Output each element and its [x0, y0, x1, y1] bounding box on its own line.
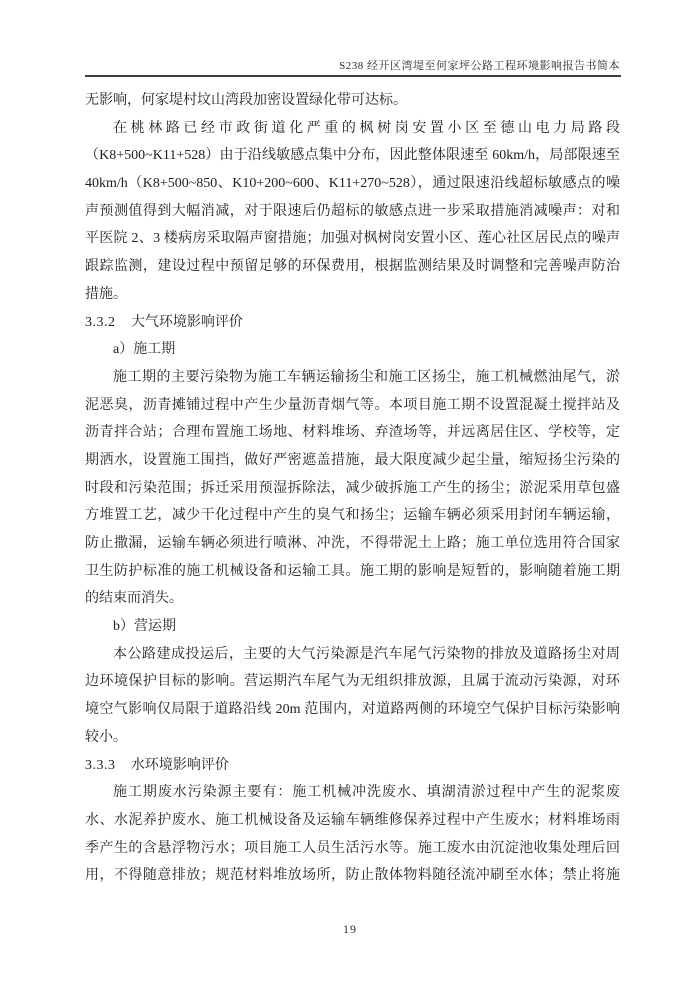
- text-line: 境空气影响仅局限于道路沿线 20m 范围内，对道路两侧的环境空气保护目标污染影响: [85, 702, 620, 718]
- text-line: a）施工期: [113, 342, 176, 358]
- page-header-title: S238 经开区湾堤至何家坪公路工程环境影响报告书简本: [339, 60, 620, 72]
- text-line: 时段和污染范围；拆迁采用预湿拆除法，减少破拆施工产生的扬尘；淤泥采用草包盛: [85, 480, 620, 496]
- text-line: 边环境保护目标的影响。营运期汽车尾气为无组织排放源，且属于流动污染源，对环: [85, 674, 620, 690]
- text-line: 泥恶臭，沥青摊铺过程中产生少量沥青烟气等。本项目施工期不设置混凝土搅拌站及: [85, 397, 620, 413]
- text-line: 的结束而消失。: [85, 591, 183, 607]
- text-line: 水、水泥养护废水、施工机械设备及运输车辆维修保养过程中产生废水；材料堆场雨: [85, 812, 620, 828]
- text-line: 施工期废水污染源主要有：施工机械冲洗废水、填湖清淤过程中产生的泥浆废: [113, 785, 620, 801]
- section-heading: [85, 752, 620, 780]
- text-line: 季产生的含悬浮物污水；项目施工人员生活污水等。施工废水由沉淀池收集处理后回: [85, 840, 620, 856]
- text-line: 用，不得随意排放；规范材料堆放场所，防止散体物料随径流冲刷至水体；禁止将施: [85, 868, 620, 884]
- heading-number: 3.3.2: [85, 314, 116, 330]
- text-line: 方堆置工艺，减少干化过程中产生的臭气和扬尘；运输车辆必须采用封闭车辆运输，: [85, 508, 620, 524]
- text-line: 较小。: [85, 729, 127, 745]
- text-line: 40km/h（K8+500~850、K10+200~600、K11+270~528），通过限速沿线超标敏感点的噪: [85, 176, 620, 192]
- text-line: 平医院 2、3 楼病房采取隔声窗措施；加强对枫树岗安置小区、莲心社区居民点的噪声: [85, 231, 620, 247]
- text-line: b）营运期: [113, 619, 176, 635]
- heading-number: 3.3.3: [85, 757, 116, 773]
- text-line: （K8+500~K11+528）由于沿线敏感点集中分布，因此整体限速至 60km/h，局部限速至: [85, 148, 620, 164]
- heading-title: 大气环境影响评价: [130, 314, 243, 330]
- text-line: 在桃林路已经市政街道化严重的枫树岗安置小区至德山电力局路段: [113, 120, 620, 136]
- text-line: 跟踪监测，建设过程中预留足够的环保费用，根据监测结果及时调整和完善噪声防治: [85, 259, 620, 275]
- heading-title: 水环境影响评价: [130, 757, 229, 773]
- header-rule: [85, 75, 621, 77]
- text-line: 沥青拌合站；合理布置施工场地、材料堆场、弃渣场等，并远离居住区、学校等，定: [85, 425, 620, 441]
- text-line: 防止撒漏，运输车辆必须进行喷淋、冲洗，不得带泥土上路；施工单位选用符合国家: [85, 536, 620, 551]
- text-line: 无影响，何家堤村坟山湾段加密设置绿化带可达标。: [85, 93, 407, 108]
- text-line: 措施。: [85, 286, 127, 302]
- section-heading: [85, 309, 620, 337]
- text-line: 施工期的主要污染物为施工车辆运输扬尘和施工区扬尘，施工机械燃油尾气，淤: [113, 369, 620, 385]
- text-line: 声预测值得到大幅消减，对于限速后仍超标的敏感点进一步采取措施消减噪声：对和: [85, 203, 620, 219]
- text-line: 卫生防护标准的施工机械设备和运输工具。施工期的影响是短暂的，影响随着施工期: [85, 563, 620, 579]
- document-body: [85, 87, 620, 890]
- text-line: 本公路建成投运后，主要的大气污染源是汽车尾气污染物的排放及道路扬尘对周: [113, 646, 620, 662]
- text-line: 期洒水，设置施工围挡，做好严密遮盖措施，最大限度减少起尘量，缩短扬尘污染的: [85, 452, 620, 468]
- page-number: 19: [343, 922, 357, 936]
